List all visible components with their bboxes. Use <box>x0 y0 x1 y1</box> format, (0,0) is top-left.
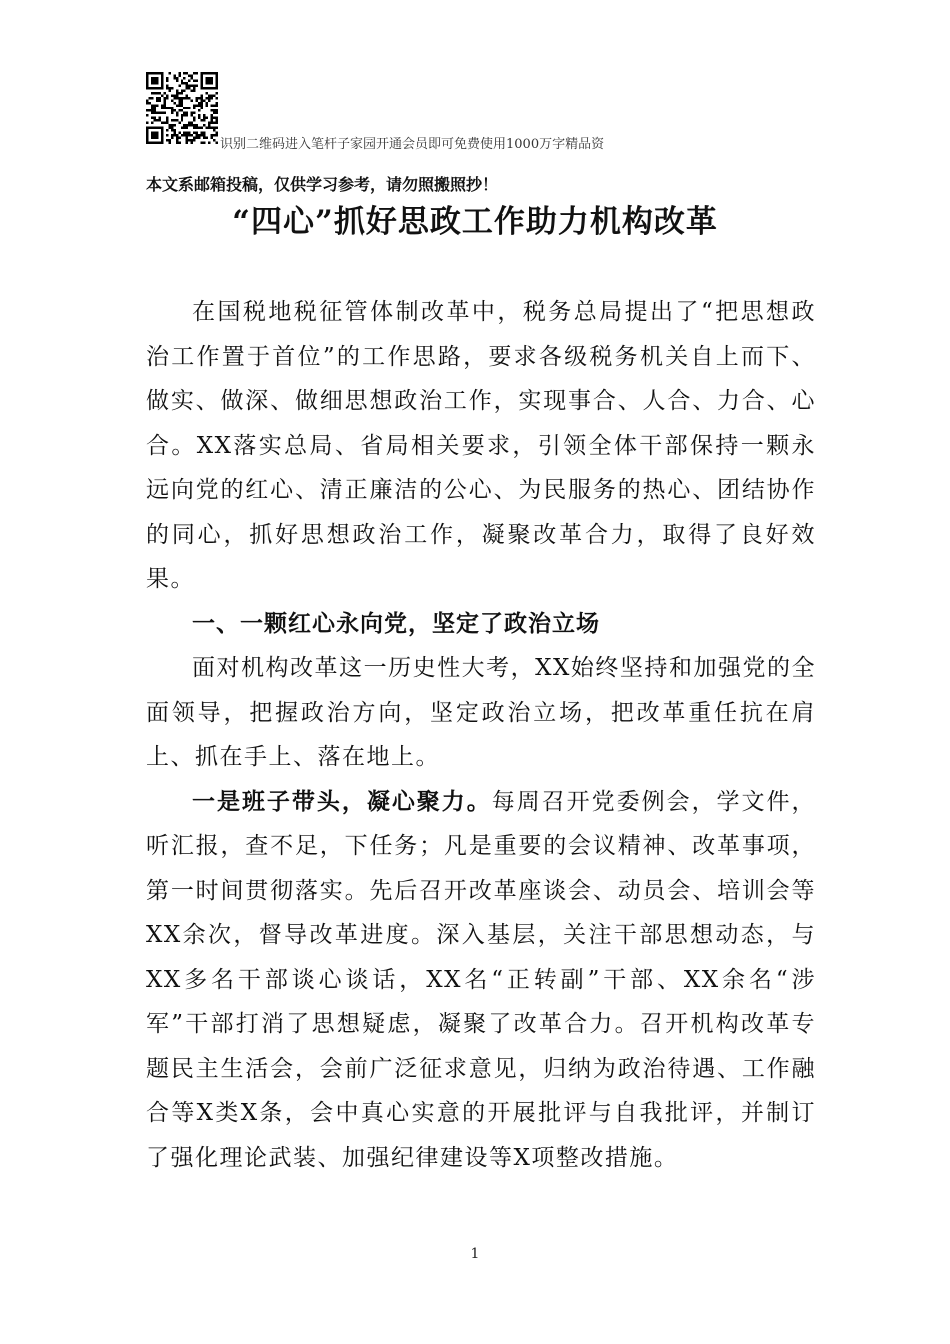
point-lead: 一是班子带头，凝心聚力。 <box>192 787 492 815</box>
point-text: 每周召开党委例会，学文件，听汇报，查不足，下任务；凡是重要的会议精神、改革事项，第一时间贯彻落实。先后召开改革座谈会、动员会、培训会等XX余次，督导改革进度。深入基层，关注干部思想动态，与XX多名干部谈心谈话，XX名“正转副”干部、XX余名“涉军”干部打消了思想疑虑，凝聚了改革合力。召开机构改革专题民主生活会，会前广泛征求意见，归纳为政治待遇、工作融合等X类X条，会中真心实意的开展批评与自我批评，并制订了强化理论武装、加强纪律建设等X项整改措施。 <box>146 788 817 1171</box>
qr-caption: 识别二维码进入笔杆子家园开通会员即可免费使用1000万字精品资 <box>220 137 605 152</box>
document-title: “四心”抓好思政工作助力机构改革 <box>232 204 718 240</box>
intro-paragraph: 在国税地税征管体制改革中，税务总局提出了“把思想政治工作置于首位”的工作思路，要求各级税务机关自上而下、做实、做深、做细思想政治工作，实现事合、人合、力合、心合。XX落实总局、省局相关要求，引领全体干部保持一颗永远向党的红心、清正廉洁的公心、为民服务的热心、团结协作的同心，抓好思想政治工作，凝聚改革合力，取得了良好效果。 <box>146 299 816 592</box>
page-number: 1 <box>470 1246 480 1262</box>
document-body <box>146 290 816 1180</box>
point-paragraph <box>146 780 816 1181</box>
qr-code-icon <box>146 72 218 144</box>
section-paragraph: 面对机构改革这一历史性大考，XX始终坚持和加强党的全面领导，把握政治方向，坚定政治立场，把改革重任抗在肩上、抓在手上、落在地上。 <box>146 655 816 770</box>
section-heading: 一、一颗红心永向党，坚定了政治立场 <box>192 610 600 637</box>
submission-notice: 本文系邮箱投稿，仅供学习参考，请勿照搬照抄！ <box>146 175 499 194</box>
